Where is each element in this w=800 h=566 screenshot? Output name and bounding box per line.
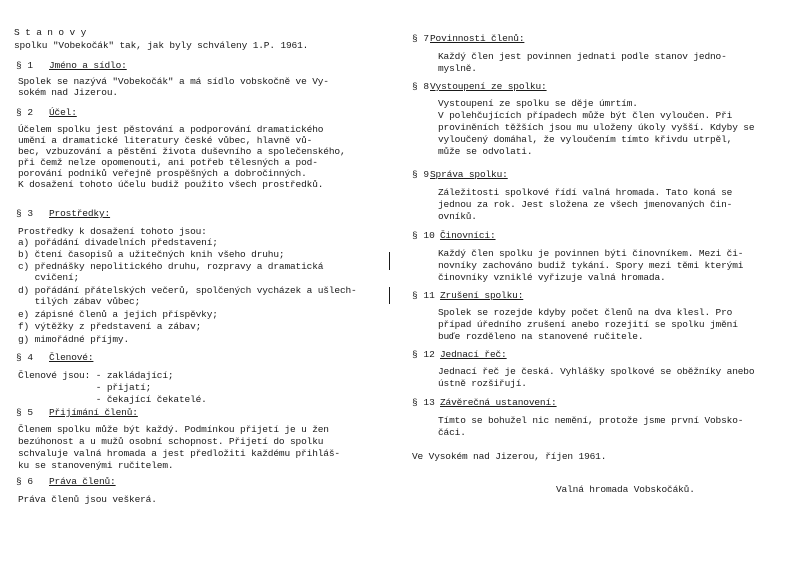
section-7-heading: Povinnosti členů: [430, 33, 525, 44]
section-11-line: Spolek se rozejde kdyby počet členů na dva klesl. Pro [438, 307, 733, 318]
section-6-number: § 6 [16, 476, 34, 487]
section-8-heading: Vystoupení ze spolku: [430, 81, 547, 92]
section-2-line: Účelem spolku jest pěstování a podporování dramatického [18, 124, 324, 135]
section-3-line: b) čtení časopisů a užitečných knih všeho druhu; [18, 249, 285, 260]
signature: Valná hromada Vobskočáků. [556, 484, 695, 495]
document-title: S t a n o v y [14, 27, 87, 38]
place-date: Ve Vysokém nad Jizerou, říjen 1961. [412, 451, 607, 462]
section-12-heading: Jednací řeč: [440, 349, 507, 360]
section-1-heading: Jméno a sídlo: [49, 60, 127, 71]
section-4-line: - přijatí; [18, 382, 152, 393]
section-5-heading: Přijímání členů: [49, 407, 138, 418]
section-3-line: Prostředky k dosažení tohoto jsou: [18, 226, 207, 237]
section-5-line: schvaluje valná hromada a jest předložiti každému přihláš- [18, 448, 340, 459]
section-2-line: porování podniků veřejně prospěšných a dobročinných. [18, 168, 307, 179]
section-3-line: c) přednášky nepolitického druhu, rozpravy a dramatická [18, 261, 324, 272]
section-5-number: § 5 [16, 407, 34, 418]
section-8-line: V polehčujících případech může být člen vyloučen. Při [438, 110, 733, 121]
section-2-line: při čemž nelze opomenouti, ani potřeb tělesných a pod- [18, 157, 318, 168]
margin-mark [389, 287, 390, 304]
section-1-line: sokém nad Jizerou. [18, 87, 118, 98]
section-7-line: Každý člen jest povinnen jednati podle stanov jedno- [438, 51, 727, 62]
section-3-line: a) pořádání divadelních představení; [18, 237, 218, 248]
section-11-line: případ úředního zrušení anebo rozejití se spolku jmění [438, 319, 738, 330]
section-10-line: novníky zachováno budiž tykání. Spory mezi těmi kterými [438, 260, 744, 271]
section-2-line: umění a dramatické literatury české vůbec, hlavně vů- [18, 135, 313, 146]
section-5-line: bezúhonost a u mužů osobní schopnost. Přijetí do spolku [18, 436, 324, 447]
section-3-line: d) pořádání přátelských večerů, spolčených vycházek a ušlech- [18, 285, 357, 296]
section-3-line: e) zápisné členů a jejich příspěvky; [18, 309, 218, 320]
section-9-line: jednou za rok. Jest složena ze všech jmenovaných čin- [438, 199, 733, 210]
section-2-line: bec, vzbuzování a pěstění života duševního a společenského, [18, 146, 346, 157]
section-10-heading: Činovníci: [440, 230, 496, 241]
section-10-number: § 10 [412, 230, 435, 241]
section-6-heading: Práva členů: [49, 476, 116, 487]
section-8-line: může se odvolati. [438, 146, 533, 157]
section-10-line: Každý člen spolku je povinnen býti činovníkem. Mezi či- [438, 248, 744, 259]
section-8-line: vyloučený domáhal, že vyloučením tímto křivdu utrpěl, [438, 134, 733, 145]
section-7-number: § 7 [412, 33, 430, 44]
section-3-number: § 3 [16, 208, 34, 219]
section-3-line: cvičení; [18, 272, 80, 283]
section-11-number: § 11 [412, 290, 435, 301]
section-4-heading: Členové: [49, 352, 94, 363]
section-11-heading: Zrušení spolku: [440, 290, 524, 301]
section-5-line: Členem spolku může být každý. Podmínkou přijetí je u žen [18, 424, 329, 435]
section-8-line: Vystoupení ze spolku se děje úmrtím. [438, 98, 638, 109]
section-4-line: - čekající čekatelé. [18, 394, 207, 405]
section-9-heading: Správa spolku: [430, 169, 508, 180]
margin-mark [389, 252, 390, 270]
section-12-line: Jednací řeč je česká. Vyhlášky spolkové se oběžníky anebo [438, 366, 755, 377]
document-subtitle: spolku "Vobekočák" tak, jak byly schváleny 1.P. 1961. [14, 40, 309, 51]
section-9-number: § 9 [412, 169, 430, 180]
section-8-number: § 8 [412, 81, 430, 92]
section-7-line: myslně. [438, 63, 477, 74]
section-10-line: činovníky vzniklé vyřizuje valná hromada. [438, 272, 666, 283]
section-2-line: K dosažení tohoto účelu budiž použito všech prostředků. [18, 179, 324, 190]
section-5-line: ku se stanovenými ručitelem. [18, 460, 174, 471]
section-2-number: § 2 [16, 107, 34, 118]
section-3-line: tilých zábav vůbec; [18, 296, 141, 307]
section-1-line: Spolek se nazývá "Vobekočák" a má sídlo vobskočně ve Vy- [18, 76, 329, 87]
section-12-number: § 12 [412, 349, 435, 360]
section-4-number: § 4 [16, 352, 34, 363]
section-4-line: Členové jsou: - zakládající; [18, 370, 174, 381]
section-13-line: Tímto se bohužel nic nemění, protože jsme první Vobsko- [438, 415, 744, 426]
section-1-number: § 1 [16, 60, 34, 71]
section-3-line: g) mimořádné příjmy. [18, 334, 130, 345]
section-13-heading: Závěrečná ustanovení: [440, 397, 557, 408]
section-13-number: § 13 [412, 397, 435, 408]
section-12-line: ústně rozšiřují. [438, 378, 527, 389]
section-11-line: buďe rozděleno na stanovené ručitele. [438, 331, 644, 342]
section-13-line: čáci. [438, 427, 466, 438]
section-6-line: Práva členů jsou veškerá. [18, 494, 157, 505]
section-3-line: f) výtěžky z představení a zábav; [18, 321, 202, 332]
section-8-line: proviněních těžších jsou mu uloženy úkoly vyšší. Kdyby se [438, 122, 755, 133]
section-9-line: ovníků. [438, 211, 477, 222]
section-2-heading: Účel: [49, 107, 77, 118]
section-3-heading: Prostředky: [49, 208, 111, 219]
section-9-line: Záležitosti spolkové řídí valná hromada. Tato koná se [438, 187, 733, 198]
